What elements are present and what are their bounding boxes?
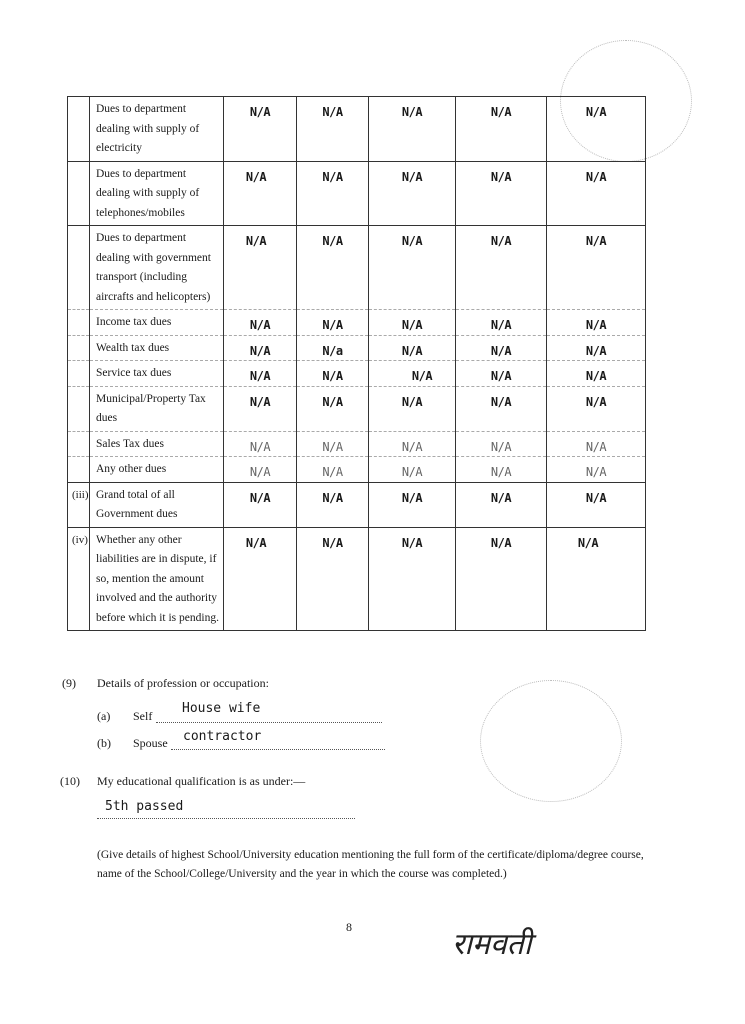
row-value: N/A <box>224 527 297 631</box>
spouse-occupation-field <box>171 731 385 750</box>
row-value: N/A <box>297 457 369 483</box>
row-value: N/A <box>547 457 646 483</box>
row-value: N/A <box>224 361 297 387</box>
row-number <box>68 457 90 483</box>
self-occupation-field <box>156 701 382 723</box>
row-value: N/A <box>297 361 369 387</box>
row-value: N/A <box>297 310 369 336</box>
row-value: N/A <box>297 431 369 457</box>
education-field <box>97 798 355 819</box>
row-value: N/A <box>369 226 456 310</box>
row-value: N/A <box>369 310 456 336</box>
row-value: N/A <box>547 310 646 336</box>
row-number <box>68 335 90 361</box>
row-value: N/A <box>456 527 547 631</box>
spouse-occupation-value: contractor <box>183 729 262 744</box>
row-value: N/A <box>456 482 547 527</box>
signature <box>448 914 568 964</box>
row-description: Municipal/Property Tax dues <box>90 386 224 431</box>
spouse-marker: (b) <box>97 736 111 750</box>
row-value: N/A <box>369 386 456 431</box>
dues-row <box>68 310 646 336</box>
row-value: N/A <box>547 361 646 387</box>
signature-text: रामवती <box>452 927 532 962</box>
row-value: N/A <box>456 457 547 483</box>
government-dues-table <box>67 96 646 631</box>
row-value: N/A <box>224 457 297 483</box>
row-value: N/A <box>224 226 297 310</box>
row-description: Service tax dues <box>90 361 224 387</box>
row-value: N/A <box>369 457 456 483</box>
row-description: Sales Tax dues <box>90 431 224 457</box>
dues-row <box>68 527 646 631</box>
row-value: N/A <box>547 161 646 226</box>
row-value: N/A <box>547 97 646 162</box>
dues-row <box>68 457 646 483</box>
self-label: Self <box>133 709 153 723</box>
row-value: N/A <box>456 226 547 310</box>
row-value: N/A <box>224 310 297 336</box>
row-value: N/A <box>456 97 547 162</box>
spouse-label: Spouse <box>133 736 168 750</box>
row-number <box>68 161 90 226</box>
row-value: N/A <box>456 361 547 387</box>
section-10-number: (10) <box>60 774 80 788</box>
row-description: Dues to department dealing with supply of electricity <box>90 97 224 162</box>
row-value: N/A <box>547 527 646 631</box>
section-9-title: Details of profession or occupation: <box>97 676 269 690</box>
row-value: N/A <box>369 361 456 387</box>
row-value: N/A <box>456 431 547 457</box>
row-description: Dues to department dealing with supply of telephones/mobiles <box>90 161 224 226</box>
row-value: N/A <box>369 335 456 361</box>
row-number <box>68 97 90 162</box>
row-number <box>68 361 90 387</box>
self-marker: (a) <box>97 709 111 723</box>
row-value: N/A <box>547 226 646 310</box>
row-number <box>68 310 90 336</box>
row-number <box>68 431 90 457</box>
dues-table-body <box>68 97 646 631</box>
row-value: N/A <box>297 97 369 162</box>
section-9-number: (9) <box>62 676 76 690</box>
dues-row <box>68 97 646 162</box>
row-value: N/A <box>297 226 369 310</box>
dues-row <box>68 482 646 527</box>
education-note: (Give details of highest School/University education mentioning the full form of the certificate/diploma/degree course, name of the School/College/University and the year in which the course was completed.) <box>97 849 644 880</box>
stamp-mark-middle <box>480 680 622 802</box>
dues-row <box>68 335 646 361</box>
page-number: 8 <box>346 920 352 934</box>
row-value: N/A <box>547 482 646 527</box>
row-value: N/A <box>297 386 369 431</box>
dues-row <box>68 226 646 310</box>
row-number <box>68 226 90 310</box>
row-value: N/A <box>369 482 456 527</box>
row-description: Whether any other liabilities are in dispute, if so, mention the amount involved and the authority before which it is pending. <box>90 527 224 631</box>
row-value: N/A <box>224 335 297 361</box>
row-description: Dues to department dealing with government transport (including aircrafts and helicopters) <box>90 226 224 310</box>
section-10-title: My educational qualification is as under:— <box>97 774 306 788</box>
row-value: N/A <box>297 527 369 631</box>
row-value: N/A <box>456 310 547 336</box>
row-value: N/A <box>224 97 297 162</box>
row-value: N/A <box>224 431 297 457</box>
row-value: N/A <box>456 161 547 226</box>
row-number: (iii) <box>68 482 90 527</box>
row-value: N/A <box>224 386 297 431</box>
row-number <box>68 386 90 431</box>
row-value: N/A <box>456 335 547 361</box>
row-value: N/A <box>224 161 297 226</box>
row-value: N/A <box>369 527 456 631</box>
row-value: N/A <box>369 97 456 162</box>
dues-row <box>68 386 646 431</box>
row-value: N/A <box>547 431 646 457</box>
row-value: N/A <box>297 482 369 527</box>
row-value: N/a <box>297 335 369 361</box>
dues-row <box>68 431 646 457</box>
row-value: N/A <box>547 335 646 361</box>
dues-row <box>68 361 646 387</box>
row-value: N/A <box>547 386 646 431</box>
dues-row <box>68 161 646 226</box>
row-description: Wealth tax dues <box>90 335 224 361</box>
row-value: N/A <box>369 431 456 457</box>
row-value: N/A <box>224 482 297 527</box>
row-description: Grand total of all Government dues <box>90 482 224 527</box>
self-occupation-value: House wife <box>182 701 261 716</box>
row-value: N/A <box>456 386 547 431</box>
row-number: (iv) <box>68 527 90 631</box>
row-description: Any other dues <box>90 457 224 483</box>
row-value: N/A <box>297 161 369 226</box>
education-value: 5th passed <box>105 799 184 814</box>
row-value: N/A <box>369 161 456 226</box>
row-description: Income tax dues <box>90 310 224 336</box>
